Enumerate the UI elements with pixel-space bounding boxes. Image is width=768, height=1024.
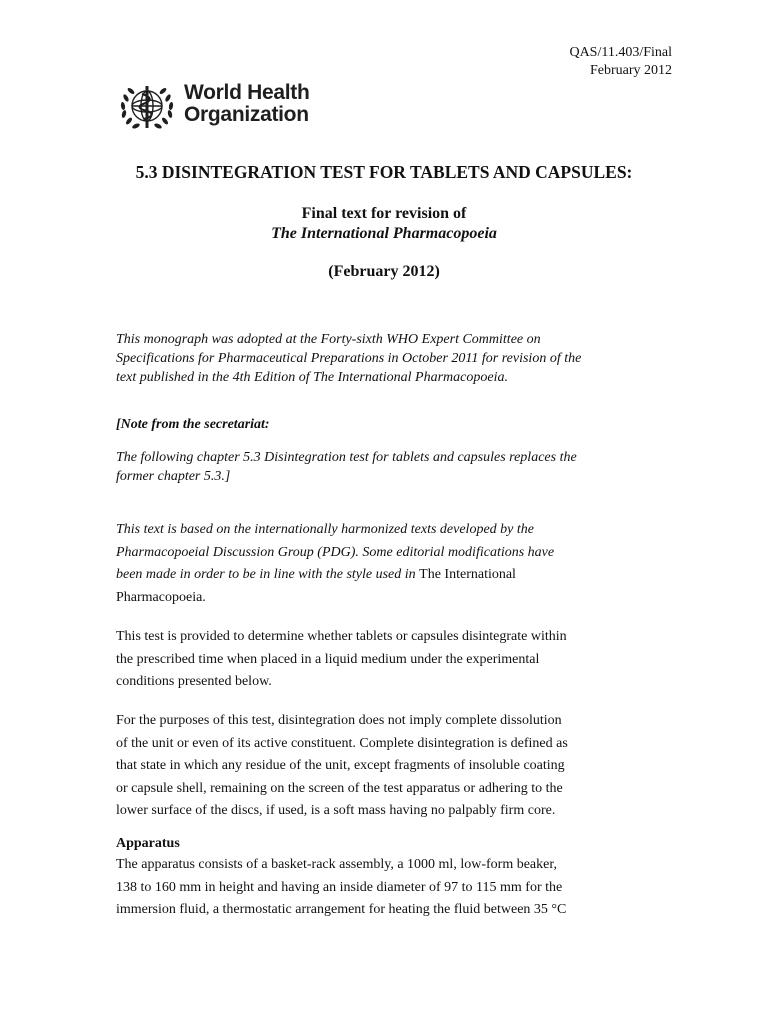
subtitle-line-2: The International Pharmacopoeia [271,225,497,242]
purpose-line: This test is provided to determine whether tablets or capsules disintegrate within [116,629,567,644]
who-logo [116,78,316,136]
purpose-line: conditions presented below. [116,674,272,689]
document-subtitle [0,204,768,244]
note-heading: [Note from the secretariat: [116,417,270,432]
pdg-paragraph [116,519,656,609]
logo-wordmark [184,82,310,126]
document-title: 5.3 DISINTEGRATION TEST FOR TABLETS AND CAPSULES: [135,162,633,182]
intro-paragraph [116,330,656,387]
apparatus-paragraph [116,854,656,922]
document-date: (February 2012) [328,263,440,280]
definition-line: that state in which any residue of the unit, except fragments of insoluble coating [116,758,565,773]
purpose-line: the prescribed time when placed in a liquid medium under the experimental [116,651,540,667]
definition-paragraph [116,710,656,823]
pdg-line-italic-part: been made in order to be in line with the style used in [116,567,420,582]
note-line: former chapter 5.3.] [116,469,231,484]
definition-line: of the unit or even of its active constituent. Complete disintegration is defined as [116,735,568,751]
subtitle-line-1: Final text for revision of [301,205,467,222]
intro-line: This monograph was adopted at the Forty-sixth WHO Expert Committee on [116,332,541,347]
purpose-paragraph [116,626,656,694]
intro-line: text published in the 4th Edition of The International Pharmacopoeia. [116,370,508,385]
definition-line: or capsule shell, remaining on the screen of the test apparatus or adhering to the [116,780,563,796]
definition-line: For the purposes of this test, disintegration does not imply complete dissolution [116,713,562,728]
pdg-line [116,564,656,587]
note-paragraph [116,448,656,486]
pdg-line-plain-part: The International [419,567,516,582]
apparatus-line: 138 to 160 mm in height and having an inside diameter of 97 to 115 mm for the [116,879,563,895]
reference-date: February 2012 [589,63,672,78]
intro-line: Specifications for Pharmaceutical Preparations in October 2011 for revision of the [116,351,582,366]
logo-line-1: World Health [184,81,310,104]
note-line: The following chapter 5.3 Disintegration test for tablets and capsules replaces the [116,450,577,465]
pdg-line: This text is based on the internationally harmonized texts developed by the [116,522,534,537]
who-emblem-icon [116,78,178,136]
pdg-line: Pharmacopoeia. [116,589,206,605]
logo-line-2: Organization [184,103,309,126]
pdg-line: Pharmacopoeial Discussion Group (PDG). Some editorial modifications have [116,544,555,560]
definition-line: lower surface of the discs, if used, is a soft mass having no palpably firm core. [116,803,556,818]
apparatus-heading: Apparatus [116,836,180,851]
document-reference [569,44,672,80]
apparatus-line: immersion fluid, a thermostatic arrangement for heating the fluid between 35 °C [116,902,567,917]
reference-code: QAS/11.403/Final [569,45,672,60]
apparatus-line: The apparatus consists of a basket-rack assembly, a 1000 ml, low-form beaker, [116,857,557,872]
